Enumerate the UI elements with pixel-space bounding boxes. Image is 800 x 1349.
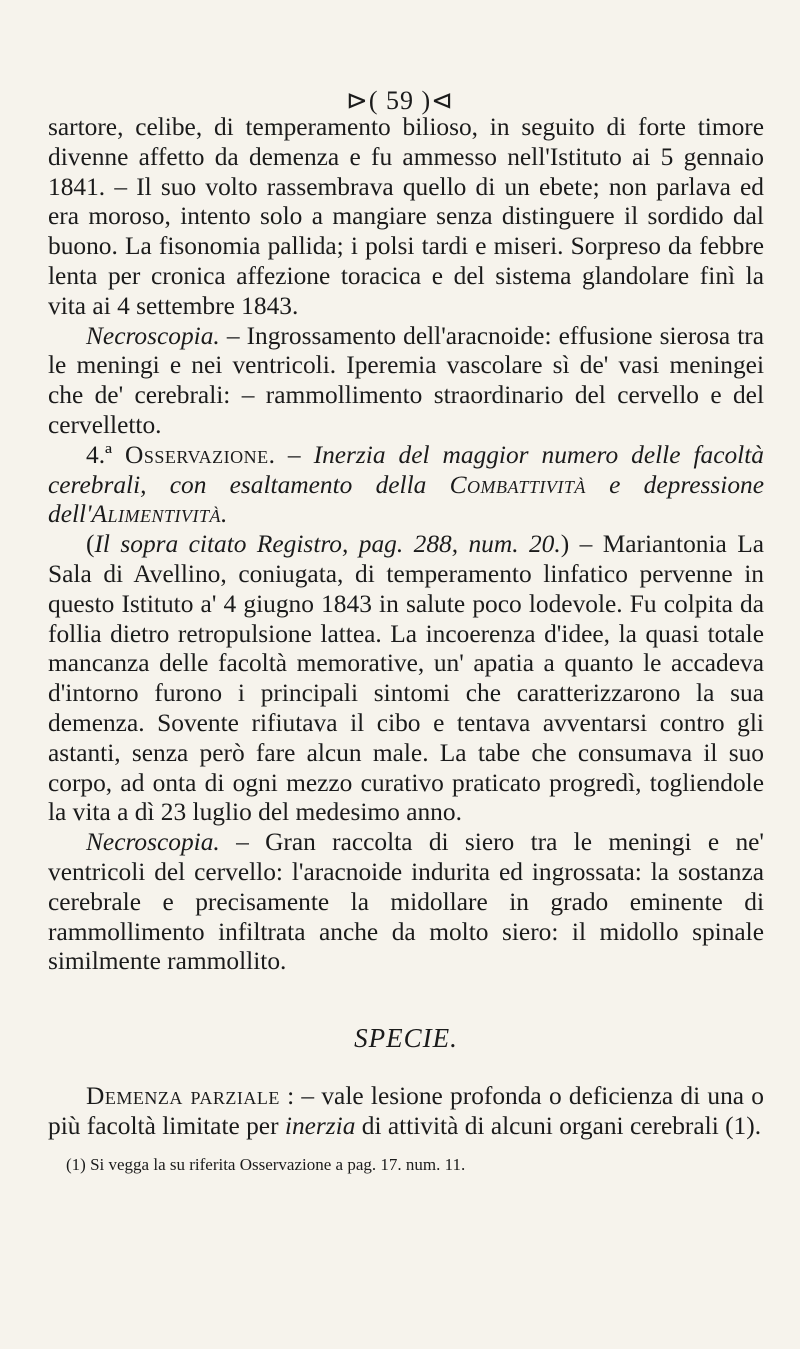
observation-term-combattivita: Combattività — [449, 470, 586, 499]
observation-title-c: . — [221, 500, 228, 529]
observation-title-b: e depressione dell' — [48, 470, 765, 529]
paragraph-necroscopy-1 — [48, 322, 764, 441]
observation-label: Osservazione — [125, 440, 269, 469]
footnote: (1) Si vegga la su riferita Osservazione a pag. 17. num. 11. — [66, 1154, 466, 1174]
necroscopy-label: Necroscopia. — [86, 321, 220, 350]
paragraph-case-4-history: (Il sopra citato Registro, pag. 288, num. 20.) – Mariantonia La Sala di Avellino, coniugata, di temperamento linfatico pervenne in questo Istituto a' 4 giugno 1843 in salute poco lodevole. Fu colpita da follia dietro retropulsione lattea. La incoerenza d'idee, la quasi totale mancanza delle facoltà memorative, un' apatia a quanto le accadeva d'intorno furono i principali sintomi che caratterizzarono la sua demenza. Sovente rifiutava il cibo e tentava avventarsi contro gli astanti, senza però fare alcun male. La tabe che consumava il suo corpo, ad onta di ogni mezzo curativo praticato progredì, togliendole la vita a dì 23 luglio del medesimo anno. — [48, 530, 764, 827]
necroscopy-text-2: – Gran raccolta di siero tra le meningi e ne' ventricoli del cervello: l'aracnoide indurita ed ingrossata: la sostanza cerebrale e precisamente la midollare in grado eminente di rammollimento infiltrata anche da molto siero: il midollo spinale similmente rammollito. — [48, 828, 764, 976]
observation-separator: . – — [268, 440, 314, 469]
definition-emphasis: inerzia — [284, 1111, 356, 1140]
observation-title-a: Inerzia del maggior numero delle facoltà cerebrali, con esaltamento della — [48, 440, 764, 499]
observation-heading — [48, 441, 764, 530]
observation-number: 4.ª — [86, 440, 126, 469]
definition-text-a: : – vale lesione profonda o deficienza di una o più facoltà limitate per — [48, 1082, 764, 1140]
definition-text-b: di attività di alcuni organi cerebrali (1). — [355, 1111, 762, 1140]
necroscopy-label-2: Necroscopia. — [86, 828, 220, 857]
page-body — [48, 86, 764, 1176]
necroscopy-text: – Ingrossamento dell'aracnoide: effusione sierosa tra le meningi e nei ventricoli. Iperemia vascolare sì de' vasi meningei che de' cerebrali: – rammollimento straordinario del cervello e del cervelletto. — [48, 321, 764, 439]
observation-term-alimentivita: Alimentività — [91, 500, 222, 529]
case-4-text: – Mariantonia La Sala di Avellino, coniugata, di temperamento linfatico pervenne in questo Istituto a' 4 giugno 1843 in salute poco lodevole. Fu colpita da follia dietro retropulsione lattea. La incoerenza d'idee, la quasi totale mancanza delle facoltà memorative, un' apatia a quanto le accadeva d'intorno furono i principali sintomi che caratterizzarono la sua demenza. Sovente rifiutava il cibo e tentava avventarsi contro gli astanti, senza però fare alcun male. La tabe che consumava il suo corpo, ad onta di ogni mezzo curativo praticato progredì, togliendole la vita a dì 23 luglio del medesimo anno. — [48, 530, 764, 827]
page-number: ⊳( 59 )⊲ — [346, 86, 454, 115]
section-title: SPECIE. — [354, 1023, 458, 1054]
paragraph-case-3-history: sartore, celibe, di temperamento bilioso, in seguito di forte timore divenne affetto da demenza e fu ammesso nell'Istituto ai 5 gennaio 1841. – Il suo volto rassembrava quello di un ebete; non parlava ed era moroso, intento solo a mangiare senza distinguere il sordido dal buono. La fisonomia pallida; i polsi tardi e miseri. Sorpreso da febbre lenta per cronica affezione toracica e del sistema glandolare finì la vita ai 4 settembre 1843. — [48, 113, 764, 320]
definition-paragraph — [48, 1082, 764, 1142]
paragraph-necroscopy-2 — [48, 828, 764, 977]
register-reference: Il sopra citato Registro, pag. 288, num. 20. — [94, 530, 561, 559]
definition-term: Demenza parziale — [86, 1082, 280, 1111]
